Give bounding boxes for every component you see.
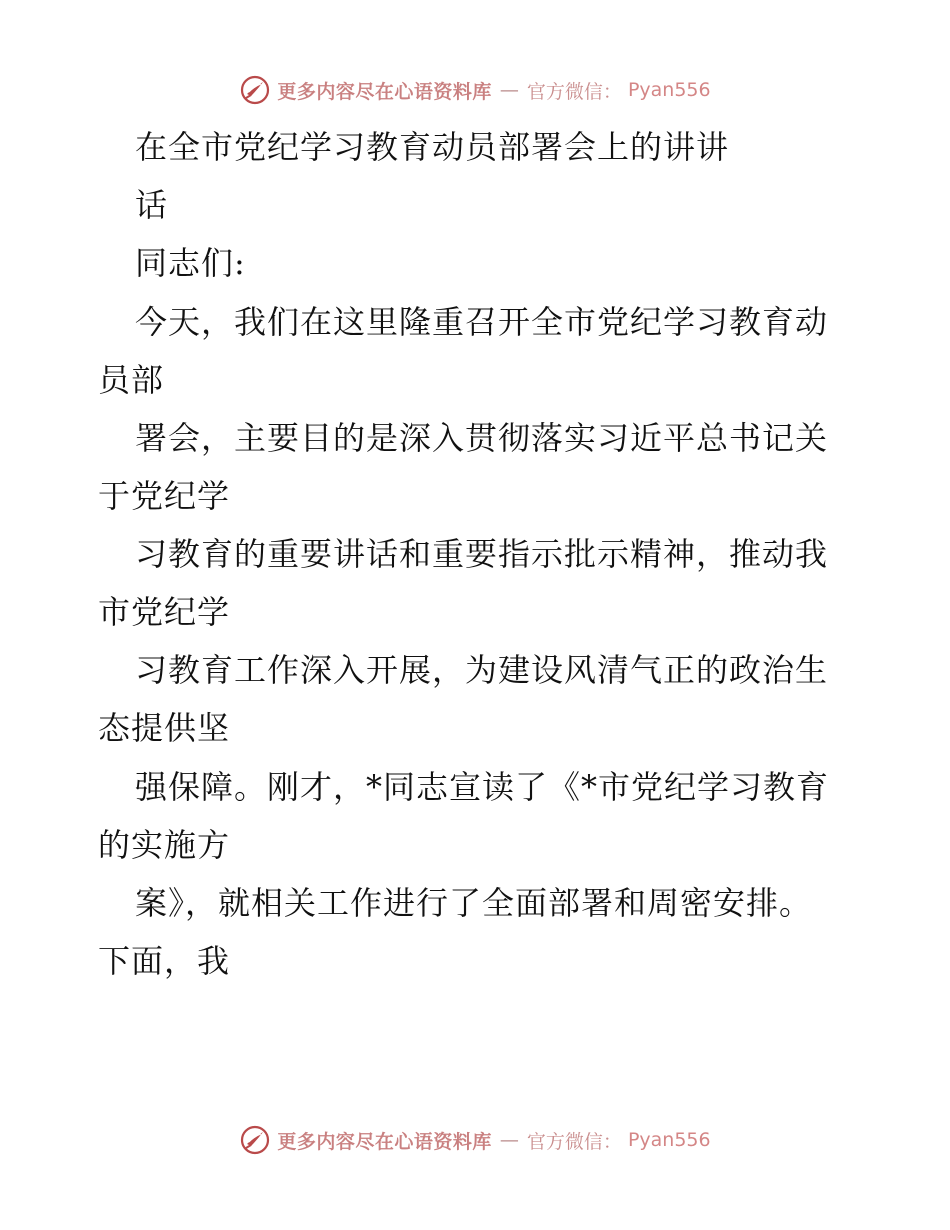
doc-line: 于党纪学 — [98, 477, 231, 515]
doc-salutation: 同志们: — [135, 244, 246, 282]
watermark-dash: — — [499, 1129, 519, 1151]
book-quill-logo-icon — [239, 1124, 271, 1156]
doc-line: 今天，我们在这里隆重召开全市党纪学习教育动 — [135, 303, 829, 341]
watermark-wechat-label: 官方微信： — [526, 80, 622, 103]
watermark-site-text: 更多内容尽在心语资料库 — [277, 80, 492, 103]
doc-line: 态提供坚 — [98, 709, 231, 747]
doc-line: 的实施方 — [98, 826, 231, 864]
header-watermark — [0, 70, 950, 110]
watermark-wechat-label: 官方微信： — [526, 1130, 622, 1153]
doc-line: 署会，主要目的是深入贯彻落实习近平总书记关 — [135, 419, 829, 457]
book-quill-logo-icon — [239, 74, 271, 106]
watermark-site-text: 更多内容尽在心语资料库 — [277, 1130, 492, 1153]
doc-line: 习教育的重要讲话和重要指示批示精神，推动我 — [135, 535, 829, 573]
doc-line: 下面，我 — [98, 942, 231, 980]
watermark-wechat-id: Pyan556 — [627, 1129, 711, 1151]
watermark-dash: — — [499, 79, 519, 101]
doc-title-line-1: 在全市党纪学习教育动员部署会上的讲讲 — [135, 128, 730, 166]
watermark-wechat-id: Pyan556 — [627, 79, 711, 101]
doc-title-line-2: 话 — [135, 186, 169, 224]
doc-line: 市党纪学 — [98, 593, 231, 631]
doc-line: 案》，就相关工作进行了全面部署和周密安排。 — [135, 884, 813, 922]
doc-line: 员部 — [98, 361, 165, 399]
footer-watermark — [0, 1120, 950, 1160]
doc-line: 强保障。刚才，*同志宣读了《*市党纪学习教育 — [135, 768, 830, 806]
doc-line: 习教育工作深入开展，为建设风清气正的政治生 — [135, 651, 829, 689]
